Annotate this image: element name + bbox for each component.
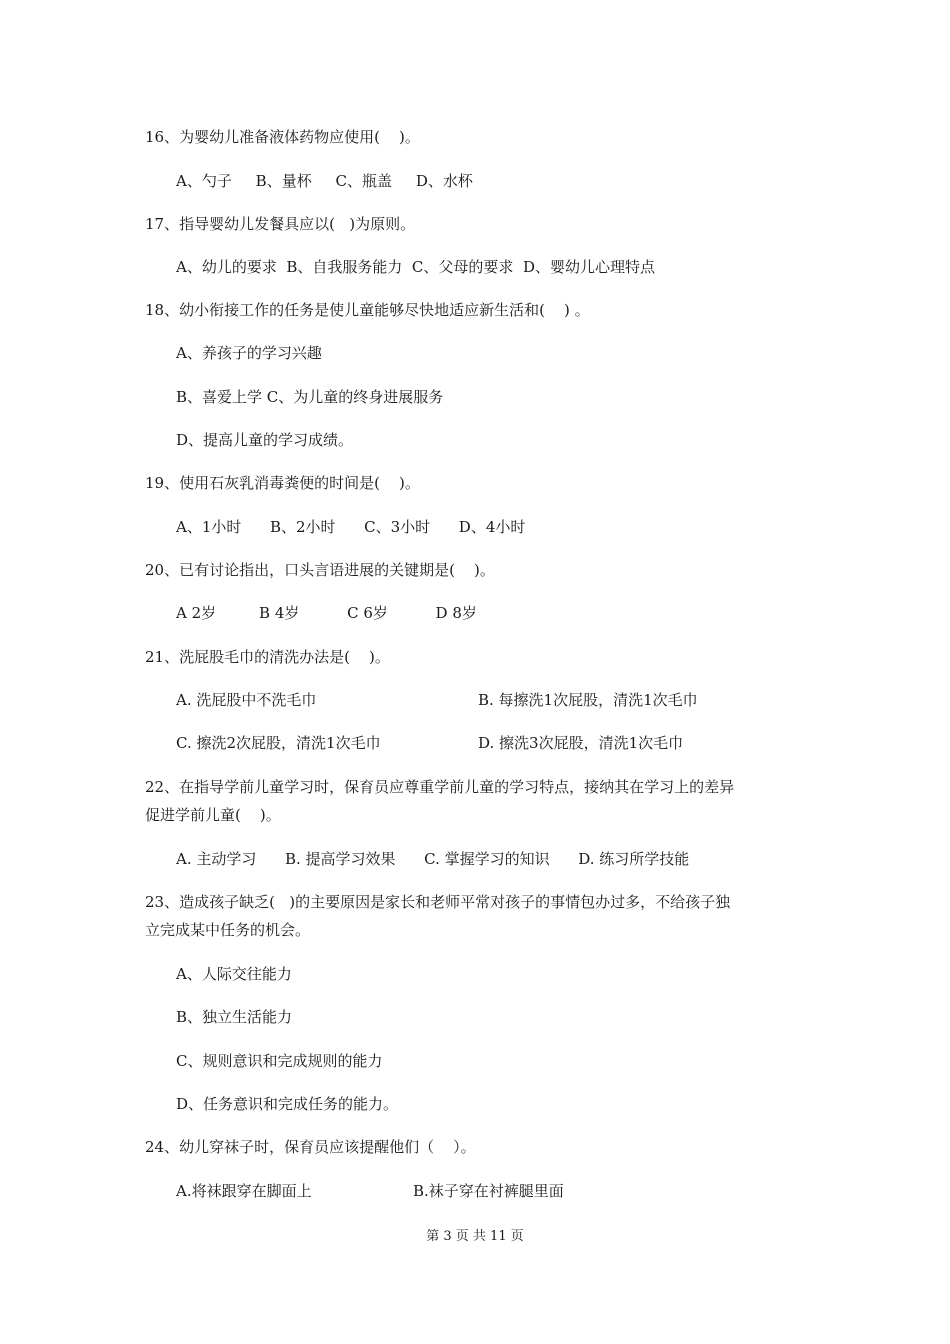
- question-19: 19、使用石灰乳消毒粪便的时间是( )。: [145, 474, 420, 492]
- question-24-option-a: A.将袜跟穿在脚面上: [176, 1182, 312, 1200]
- page-number-footer: 第 3 页 共 11 页: [426, 1229, 524, 1244]
- question-21-option-d: D. 擦洗3次屁股，清洗1次毛巾: [478, 734, 684, 752]
- question-17: 17、指导婴幼儿发餐具应以( )为原则。: [145, 215, 416, 233]
- question-18-option-bc: B、喜爱上学 C、为儿童的终身进展服务: [176, 388, 444, 406]
- question-23-option-a: A、人际交往能力: [176, 965, 292, 983]
- question-21-option-b: B. 每擦洗1次屁股，清洗1次毛巾: [478, 691, 698, 709]
- question-23: 23、造成孩子缺乏( )的主要原因是家长和老师平常对孩子的事情包办过多，不给孩子独: [145, 893, 731, 911]
- question-23-option-c: C、规则意识和完成规则的能力: [176, 1052, 383, 1070]
- question-21-option-a: A. 洗屁股中不洗毛巾: [176, 691, 317, 709]
- question-21-option-c: C. 擦洗2次屁股，清洗1次毛巾: [176, 734, 381, 752]
- question-23-option-b: B、独立生活能力: [176, 1008, 293, 1026]
- question-24-option-b: B.袜子穿在衬裤腿里面: [413, 1182, 564, 1200]
- question-18-option-a: A、养孩子的学习兴趣: [176, 344, 322, 362]
- question-18-option-d: D、提高儿童的学习成绩。: [176, 431, 354, 449]
- question-22-options: A. 主动学习 B. 提高学习效果 C. 掌握学习的知识 D. 练习所学技能: [176, 850, 690, 868]
- question-20: 20、已有讨论指出，口头言语进展的关键期是( )。: [145, 561, 495, 579]
- question-20-options: A 2岁 B 4岁 C 6岁 D 8岁: [176, 604, 477, 622]
- question-24: 24、幼儿穿袜子时，保育员应该提醒他们（ ）。: [145, 1138, 476, 1156]
- question-22: 22、在指导学前儿童学习时，保育员应尊重学前儿童的学习特点，接纳其在学习上的差异: [145, 778, 735, 796]
- question-17-options: A、幼儿的要求 B、自我服务能力 C、父母的要求 D、婴幼儿心理特点: [176, 258, 655, 276]
- question-23-option-d: D、任务意识和完成任务的能力。: [176, 1095, 399, 1113]
- question-16-options: A、勺子 B、量杯 C、瓶盖 D、水杯: [176, 172, 473, 190]
- question-22-continued: 促进学前儿童( )。: [145, 806, 281, 824]
- question-21: 21、洗屁股毛巾的清洗办法是( )。: [145, 648, 390, 666]
- question-16: 16、为婴幼儿准备液体药物应使用( )。: [145, 128, 420, 146]
- question-23-continued: 立完成某中任务的机会。: [145, 921, 311, 939]
- question-18: 18、幼小衔接工作的任务是使儿童能够尽快地适应新生活和( ) 。: [145, 301, 590, 319]
- question-19-options: A、1小时 B、2小时 C、3小时 D、4小时: [176, 518, 526, 536]
